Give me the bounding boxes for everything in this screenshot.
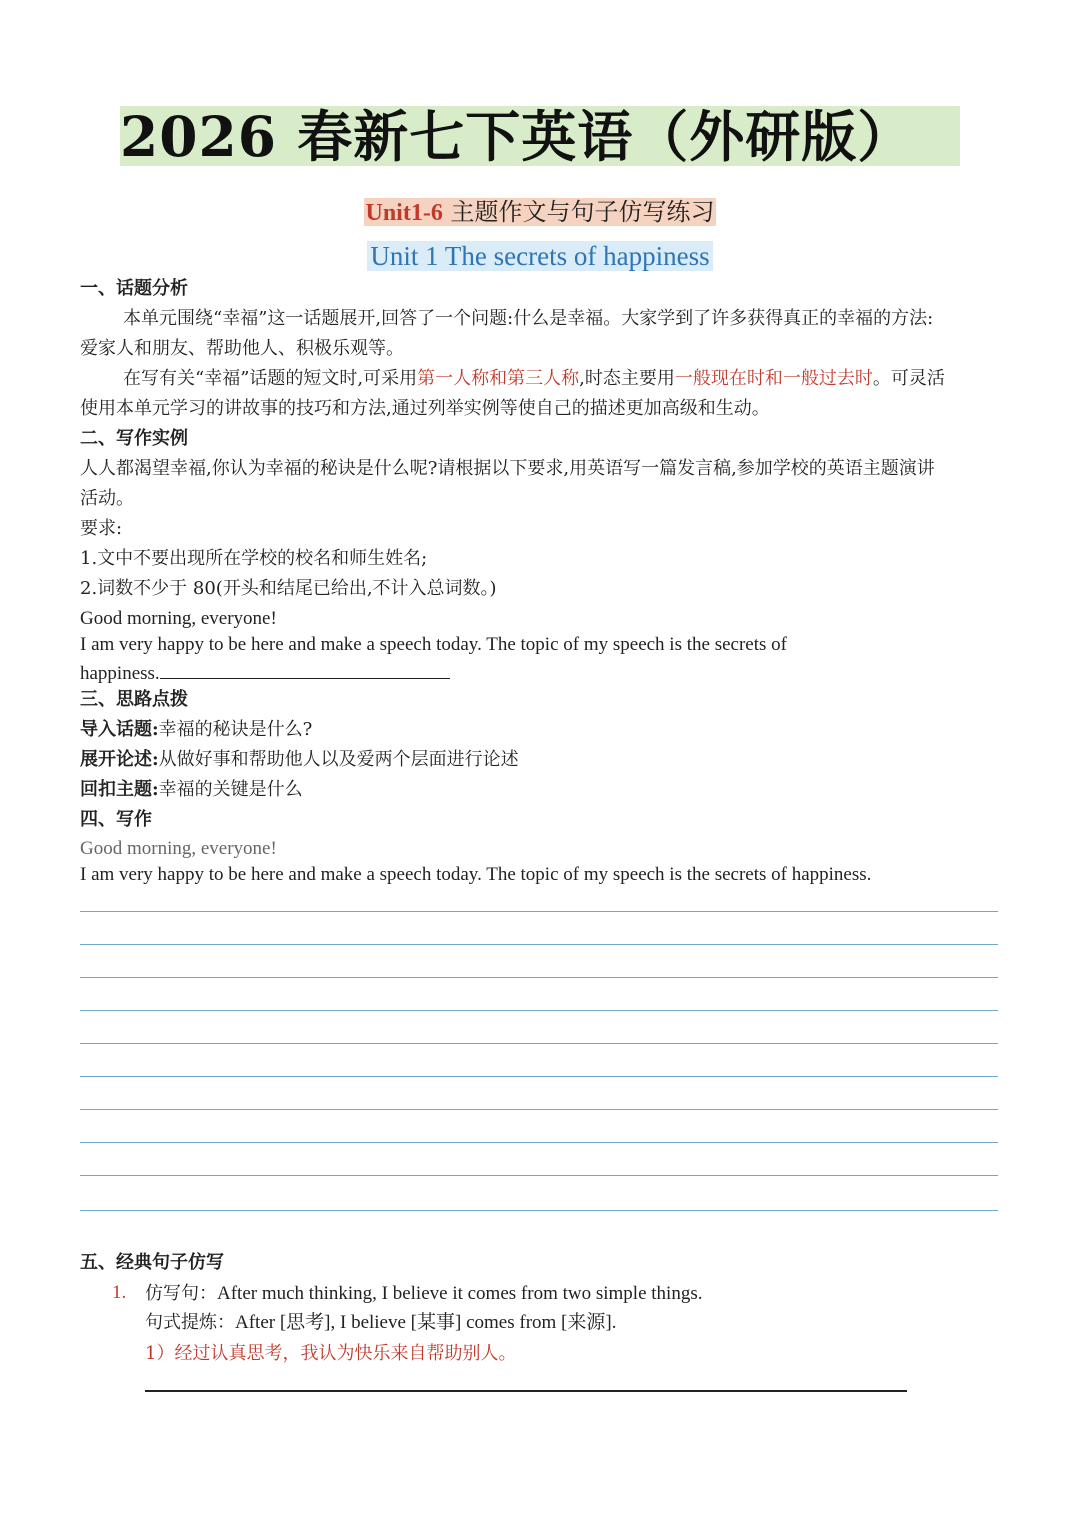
- pattern-sentence: After [思考], I believe [某事] comes from [来源].: [235, 1312, 617, 1333]
- pattern-label: 句式提炼：: [145, 1312, 235, 1333]
- section1-p2-b: ,时态主要用: [579, 368, 675, 389]
- section1-p2-c: 。可灵活: [872, 368, 945, 389]
- section2-speech-line2: [80, 660, 450, 686]
- writing-line[interactable]: [80, 1076, 998, 1077]
- section2-requirements-label: 要求:: [80, 518, 123, 539]
- writing-line[interactable]: [80, 944, 998, 945]
- writing-line[interactable]: [80, 1109, 998, 1110]
- section1-heading: 一、话题分析: [80, 278, 188, 299]
- section2-requirement-2: 2.词数不少于 80(开头和结尾已给出,不计入总词数。): [80, 578, 497, 599]
- section1-p2-line2: 使用本单元学习的讲故事的技巧和方法,通过列举实例等使自己的描述更加高级和生动。: [80, 398, 770, 419]
- section3-conclusion-text: 幸福的关键是什么: [158, 779, 303, 800]
- model-sentence-line: [145, 1282, 702, 1306]
- writing-line[interactable]: [80, 1010, 998, 1011]
- section3-conclusion-line: [80, 778, 303, 802]
- section1-tense-highlight: 一般现在时和一般过去时: [674, 368, 873, 389]
- section3-intro-text: 幸福的秘诀是什么?: [158, 719, 313, 740]
- model-sentence-label: 仿写句：: [145, 1283, 217, 1304]
- unit-title: [0, 239, 1080, 273]
- section2-greeting: Good morning, everyone!: [80, 608, 277, 629]
- writing-line[interactable]: [80, 1043, 998, 1044]
- subtitle-text: 主题作文与句子仿写练习: [442, 198, 715, 226]
- section2-prompt-line2: 活动。: [80, 488, 134, 509]
- answer-blank[interactable]: [160, 660, 450, 679]
- section1-person-highlight: 第一人称和第三人称: [417, 368, 580, 389]
- writing-line[interactable]: [80, 911, 998, 912]
- section2-prompt-line1: 人人都渴望幸福,你认为幸福的秘诀是什么呢?请根据以下要求,用英语写一篇发言稿,参加学校的英语主题演讲: [80, 458, 935, 479]
- section3-intro-label: 导入话题:: [80, 719, 159, 740]
- subtitle-unit-range: Unit1-6: [365, 200, 443, 226]
- writing-line[interactable]: [80, 1142, 998, 1143]
- section1-p1-line1: 本单元围绕“幸福”这一话题展开,回答了一个问题:什么是幸福。大家学到了许多获得真正的幸福的方法:: [123, 308, 934, 329]
- section3-heading: 三、思路点拨: [80, 689, 188, 710]
- section1-p2-a: 在写有关“幸福”话题的短文时,可采用: [123, 368, 418, 389]
- section1-p2-line1: [123, 367, 945, 391]
- subtitle: [0, 196, 1080, 229]
- page-title: 2026 春新七下英语（外研版）: [120, 104, 914, 169]
- section3-conclusion-label: 回扣主题:: [80, 779, 159, 800]
- pattern-line: [145, 1311, 616, 1335]
- section4-greeting: Good morning, everyone!: [80, 838, 277, 859]
- translation-answer-line[interactable]: [145, 1390, 907, 1392]
- section4-heading: 四、写作: [80, 809, 152, 830]
- section3-body-text: 从做好事和帮助他人以及爱两个层面进行论述: [158, 749, 519, 770]
- section3-body-line: [80, 748, 519, 772]
- section3-body-label: 展开论述:: [80, 749, 159, 770]
- translation-task: 1）经过认真思考，我认为快乐来自帮助别人。: [145, 1343, 517, 1364]
- item-number: 1.: [112, 1282, 127, 1303]
- section2-requirement-1: 1.文中不要出现所在学校的校名和师生姓名;: [80, 548, 428, 569]
- section3-intro-line: [80, 718, 312, 742]
- section4-speech: I am very happy to be here and make a speech today. The topic of my speech is the secrets of happiness.: [80, 864, 872, 885]
- model-sentence: After much thinking, I believe it comes from two simple things.: [217, 1283, 703, 1304]
- section2-speech-line1: I am very happy to be here and make a speech today. The topic of my speech is the secrets of: [80, 634, 787, 655]
- section1-p1-line2: 爱家人和朋友、帮助他人、积极乐观等。: [80, 338, 404, 359]
- writing-line[interactable]: [80, 1175, 998, 1176]
- section2-speech-end: happiness.: [80, 663, 160, 684]
- section2-heading: 二、写作实例: [80, 428, 188, 449]
- writing-line[interactable]: [80, 977, 998, 978]
- subtitle-highlight: [364, 198, 717, 226]
- section5-heading: 五、经典句子仿写: [80, 1252, 224, 1273]
- writing-line[interactable]: [80, 1210, 998, 1211]
- unit-title-text: Unit 1 The secrets of happiness: [367, 241, 712, 271]
